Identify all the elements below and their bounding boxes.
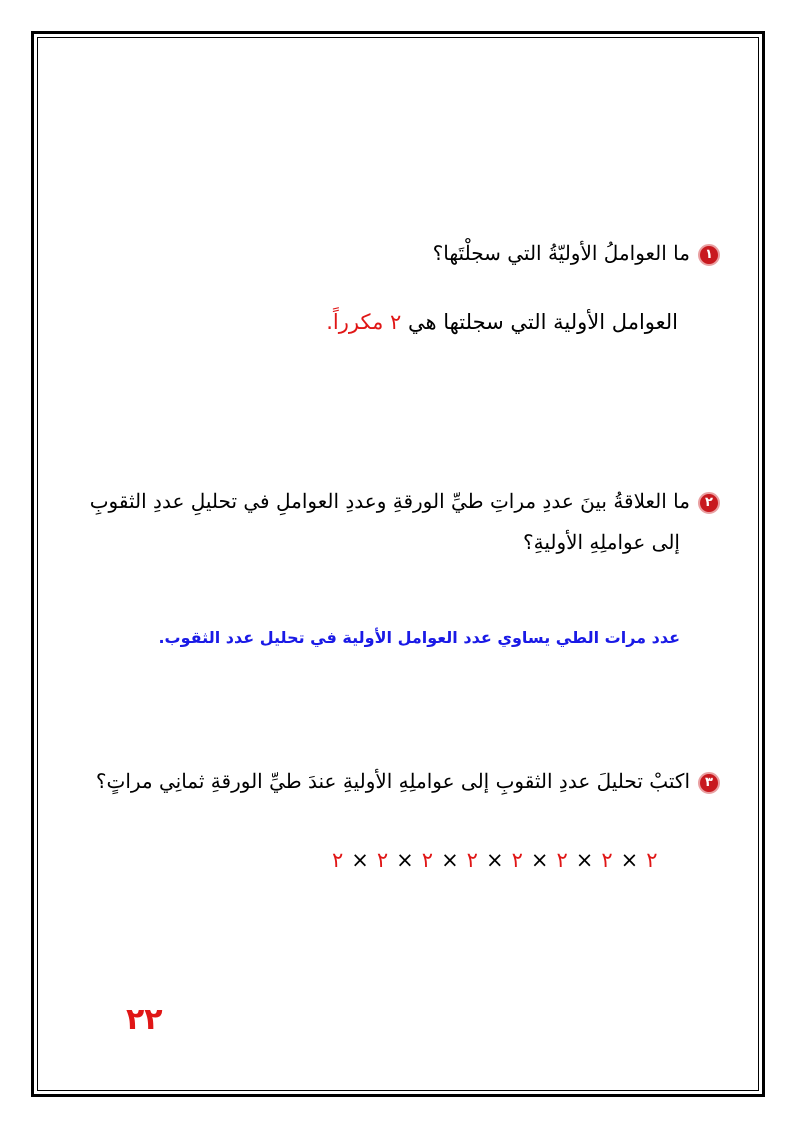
- question-2-line-2: [523, 530, 680, 554]
- multiply-sign: ×: [575, 848, 594, 872]
- factor: ٢: [421, 848, 434, 872]
- answer-2: [158, 628, 680, 647]
- question-3-text: اكتبْ تحليلَ عددِ الثقوبِ إلى عواملِهِ الأوليةِ عندَ طيِّ الورقةِ ثمانِي مراتٍ؟: [95, 769, 690, 793]
- multiply-sign: ×: [485, 848, 504, 872]
- factor: ٢: [332, 848, 344, 872]
- page-frame-inner: [37, 37, 759, 1091]
- factor: ٢: [556, 848, 568, 872]
- factor: ٢: [376, 848, 389, 872]
- answer-3-factorization: [332, 848, 658, 872]
- answer-1: [326, 310, 678, 334]
- multiply-sign: ×: [620, 848, 639, 872]
- factor: ٢: [466, 848, 478, 872]
- answer-1-suffix: .: [326, 310, 333, 334]
- answer-1-prefix: العوامل الأولية التي سجلتها هي: [407, 310, 678, 334]
- factor: ٢: [601, 848, 613, 872]
- multiply-sign: ×: [441, 848, 459, 872]
- question-3: [96, 764, 720, 798]
- multiply-sign: ×: [530, 848, 549, 872]
- question-number-badge: ٣: [698, 772, 720, 794]
- multiply-sign: ×: [396, 848, 414, 872]
- question-2-text-line-2: إلى عواملِهِ الأوليةِ؟: [522, 530, 680, 554]
- answer-2-text: عدد مرات الطي يساوي عدد العوامل الأولية في تحليل عدد الثقوب.: [158, 628, 680, 647]
- question-1-text: ما العواملُ الأوليّةُ التي سجلْتَها؟: [432, 241, 690, 265]
- multiply-sign: ×: [351, 848, 369, 872]
- question-2-text-line-1: ما العلاقةُ بينَ عددِ مراتِ طيِّ الورقةِ وعددِ العواملِ في تحليلِ عددِ الثقوبِ: [89, 489, 690, 513]
- factor: ٢: [511, 848, 523, 872]
- question-2-line-1: [90, 484, 720, 518]
- answer-1-highlight: ٢ مكرراً: [332, 310, 402, 334]
- question-1: [433, 236, 720, 270]
- question-number-badge: ١: [698, 244, 720, 266]
- factor: ٢: [646, 848, 658, 872]
- question-number-badge: ٢: [698, 492, 720, 514]
- page-number: ٢٢: [126, 1002, 163, 1037]
